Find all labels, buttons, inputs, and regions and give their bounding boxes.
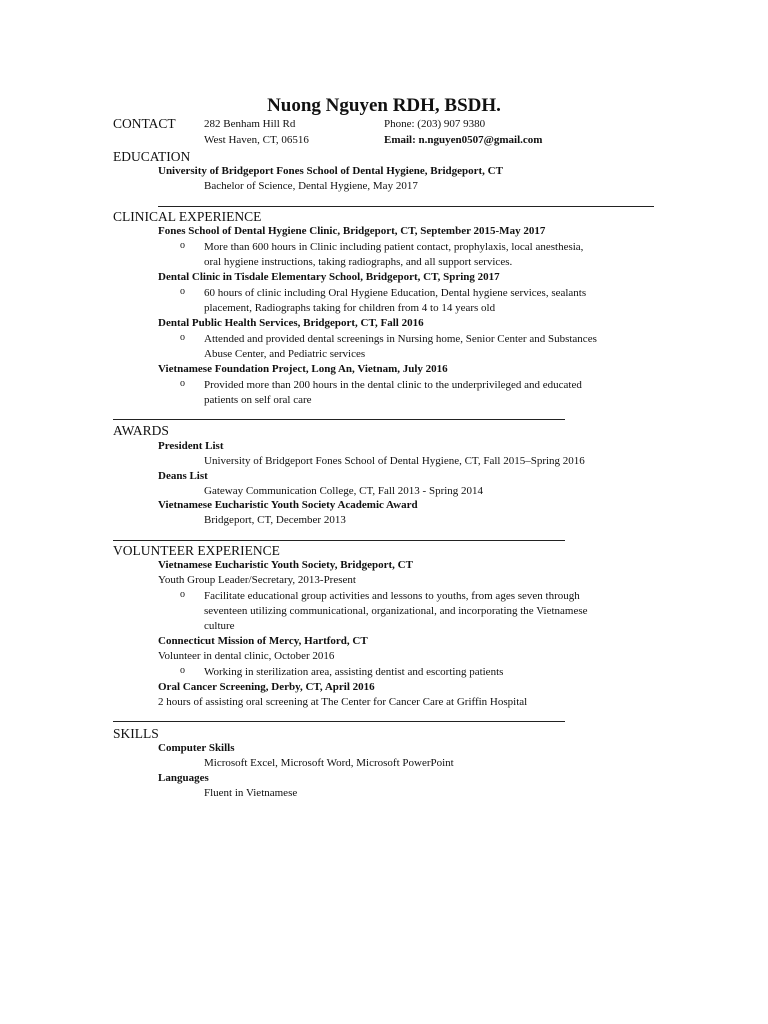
bullet-icon: o — [180, 378, 185, 389]
clinical-entry-line: Abuse Center, and Pediatric services — [204, 348, 366, 360]
volunteer-title: Oral Cancer Screening, Derby, CT, April 2016 — [158, 681, 375, 693]
volunteer-line: Facilitate educational group activities and lessons to youths, from ages seven through — [204, 590, 580, 602]
section-divider — [113, 540, 565, 541]
education-degree: Bachelor of Science, Dental Hygiene, May 2017 — [204, 180, 418, 192]
award-detail: Bridgeport, CT, December 2013 — [204, 514, 346, 526]
section-divider — [113, 721, 565, 722]
volunteer-heading: VOLUNTEER EXPERIENCE — [113, 543, 280, 558]
clinical-entry-line: patients on self oral care — [204, 394, 312, 406]
clinical-entry-title: Fones School of Dental Hygiene Clinic, Bridgeport, CT, September 2015-May 2017 — [158, 225, 546, 237]
award-detail: University of Bridgeport Fones School of Dental Hygiene, CT, Fall 2015–Spring 2016 — [204, 455, 585, 467]
volunteer-role: Youth Group Leader/Secretary, 2013-Present — [158, 574, 356, 586]
clinical-entry-line: Attended and provided dental screenings in Nursing home, Senior Center and Substances — [204, 333, 597, 345]
phone: Phone: (203) 907 9380 — [384, 118, 486, 130]
volunteer-line: seventeen utilizing communicational, organizational, and incorporating the Vietnamese — [204, 605, 588, 617]
clinical-entry-title: Dental Public Health Services, Bridgeport, CT, Fall 2016 — [158, 317, 424, 329]
volunteer-title: Connecticut Mission of Mercy, Hartford, CT — [158, 635, 368, 647]
address-line-1: 282 Benham Hill Rd — [204, 118, 296, 130]
contact-heading: CONTACT — [113, 116, 176, 131]
bullet-icon: o — [180, 240, 185, 251]
bullet-icon: o — [180, 332, 185, 343]
clinical-entry-line: Provided more than 200 hours in the dental clinic to the underprivileged and educated — [204, 379, 582, 391]
education-school: University of Bridgeport Fones School of Dental Hygiene, Bridgeport, CT — [158, 165, 503, 177]
skill-title: Languages — [158, 772, 209, 784]
volunteer-line: culture — [204, 620, 235, 632]
bullet-icon: o — [180, 589, 185, 600]
award-detail: Gateway Communication College, CT, Fall 2013 - Spring 2014 — [204, 485, 484, 497]
volunteer-title: Vietnamese Eucharistic Youth Society, Bridgeport, CT — [158, 559, 413, 571]
clinical-entry-line: 60 hours of clinic including Oral Hygiene Education, Dental hygiene services, sealants — [204, 287, 587, 299]
section-divider — [158, 206, 654, 207]
bullet-icon: o — [180, 286, 185, 297]
skill-detail: Fluent in Vietnamese — [204, 787, 298, 799]
skill-title: Computer Skills — [158, 742, 235, 754]
award-title: Deans List — [158, 470, 208, 482]
resume-name: Nuong Nguyen RDH, BSDH. — [267, 95, 501, 116]
volunteer-role: Volunteer in dental clinic, October 2016 — [158, 650, 335, 662]
clinical-entry-line: oral hygiene instructions, taking radiographs, and all support services. — [204, 256, 513, 268]
clinical-entry-line: placement, Radiographs taking for children from 4 to 14 years old — [204, 302, 496, 314]
awards-heading: AWARDS — [113, 423, 169, 438]
award-title: Vietnamese Eucharistic Youth Society Academic Award — [158, 499, 418, 511]
address-line-2: West Haven, CT, 06516 — [204, 134, 309, 146]
clinical-heading: CLINICAL EXPERIENCE — [113, 209, 262, 224]
skill-detail: Microsoft Excel, Microsoft Word, Microsoft PowerPoint — [204, 757, 454, 769]
clinical-entry-title: Vietnamese Foundation Project, Long An, Vietnam, July 2016 — [158, 363, 448, 375]
education-heading: EDUCATION — [113, 149, 191, 164]
volunteer-role: 2 hours of assisting oral screening at The Center for Cancer Care at Griffin Hospital — [158, 696, 528, 708]
bullet-icon: o — [180, 665, 185, 676]
clinical-entry-title: Dental Clinic in Tisdale Elementary School, Bridgeport, CT, Spring 2017 — [158, 271, 500, 283]
email: Email: n.nguyen0507@gmail.com — [384, 134, 543, 146]
skills-heading: SKILLS — [113, 726, 159, 741]
clinical-entry-line: More than 600 hours in Clinic including patient contact, prophylaxis, local anesthesia, — [204, 241, 584, 253]
volunteer-line: Working in sterilization area, assisting dentist and escorting patients — [204, 666, 504, 678]
section-divider — [113, 419, 565, 420]
award-title: President List — [158, 440, 224, 452]
